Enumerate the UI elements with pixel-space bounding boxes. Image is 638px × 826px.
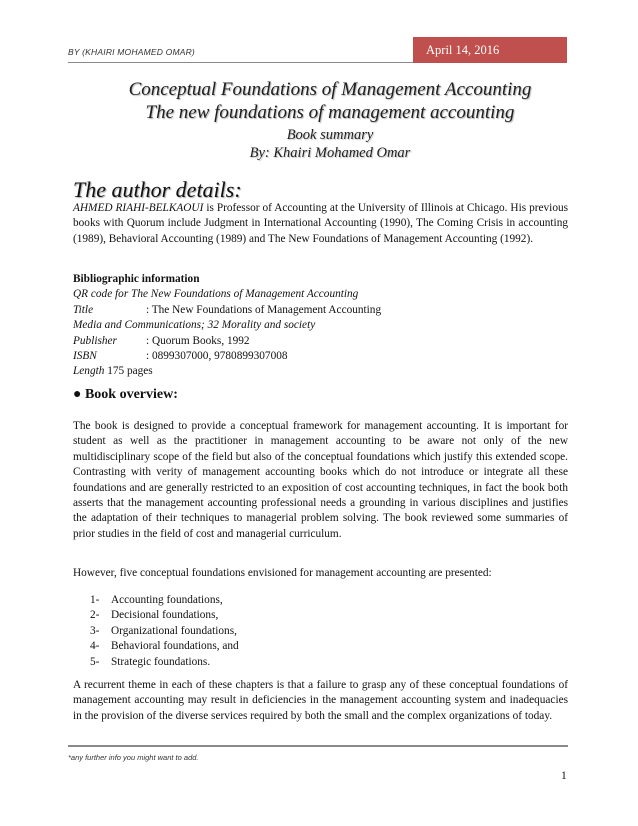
list-item [90,655,239,670]
list-text: Accounting foundations, [111,594,223,606]
footer-note: *any further info you might want to add. [68,753,199,762]
author-text: is Professor of Accounting at the University of Illinois at Chicago. His previous books with Quorum include Judgment in International Accounting (1990), The Coming Crisis in accounting (1989), Behavioral Accounting (1989) and The New Foundations of Management Accounting (1992). [73,202,569,245]
list-number: 5- [90,655,100,668]
biblio-title-row [73,303,568,318]
list-text: Organizational foundations, [111,624,237,637]
biblio-subjects: Media and Communications; 32 Morality and society [73,319,316,332]
biblio-isbn-label: ISBN [73,349,97,362]
list-text: Decisional foundations, [111,609,219,622]
list-item [90,593,239,608]
biblio-length-label: Length [73,365,105,378]
doc-type: Book summary [286,127,374,143]
list-number: 2- [90,609,100,622]
biblio-publisher-row [73,334,568,349]
overview-paragraph: The book is designed to provide a conceptual framework for management accounting. It is important for student as well as the practitioner in management accounting to be aware not only of the new multidisciplinary scope of the field but also of the conceptual foundations which justify this extended scope. Contrasting with verity of management accounting books which do not introduce or integrate all these foundations and are generally restricted to an exposition of cost accounting techniques, in fact the book both asserts that the management accounting professional needs a grounding in various disciplines and justifies the adaptation of their techniques to managerial problem solving. The book reviewed some summaries of prior studies in the field of cost and managerial curriculum. [73,420,568,540]
biblio-length-row [73,364,568,379]
overview-heading: ● Book overview: [73,387,178,402]
list-text: Strategic foundations. [111,655,211,668]
however-paragraph: However, five conceptual foundations envisioned for management accounting are presented: [73,567,492,579]
biblio-qr-line: QR code for The New Foundations of Management Accounting [73,288,359,301]
header-author-tag [68,44,413,63]
list-item [90,639,239,654]
title-block [60,78,600,163]
biblio-publisher-label: Publisher [73,334,117,347]
sub-title: The new foundations of management accounting [145,102,515,123]
list-text: Behavioral foundations, and [111,640,239,653]
footer-divider [68,745,568,747]
biblio-title-value: : The New Foundations of Management Accounting [146,303,382,316]
bibliographic-block [73,272,568,380]
biblio-title-label: Title [73,303,94,316]
list-number: 4- [90,640,100,653]
biblio-publisher-value: : Quorum Books, 1992 [146,334,250,347]
biblio-length-value: 175 pages [104,365,153,378]
author-heading: The author details: [73,177,242,202]
header-date: April 14, 2016 [426,43,500,57]
biblio-isbn-row [73,349,568,364]
list-number: 1- [90,594,100,606]
header-date-box [413,37,567,63]
header-author-text: BY (KHAIRI MOHAMED OMAR) [68,47,195,57]
list-item [90,624,239,639]
recurrent-paragraph: A recurrent theme in each of these chapters is that a failure to grasp any of these conceptual foundations of management accounting may result in deficiencies in the management accounting system and inadequacies in the provision of the diverse services required by both the small and the complex organizations of today. [73,679,568,722]
main-title: Conceptual Foundations of Management Accounting [128,79,532,100]
biblio-isbn-value: : 0899307000, 9780899307008 [146,349,288,362]
list-item [90,608,239,623]
list-number: 3- [90,624,100,637]
doc-author: By: Khairi Mohamed Omar [249,145,411,161]
page-number: 1 [561,770,567,782]
foundations-list [90,593,239,670]
author-name: AHMED RIAHI-BELKAOUI [73,202,204,214]
biblio-heading: Bibliographic information [73,273,200,285]
author-paragraph [73,201,568,247]
